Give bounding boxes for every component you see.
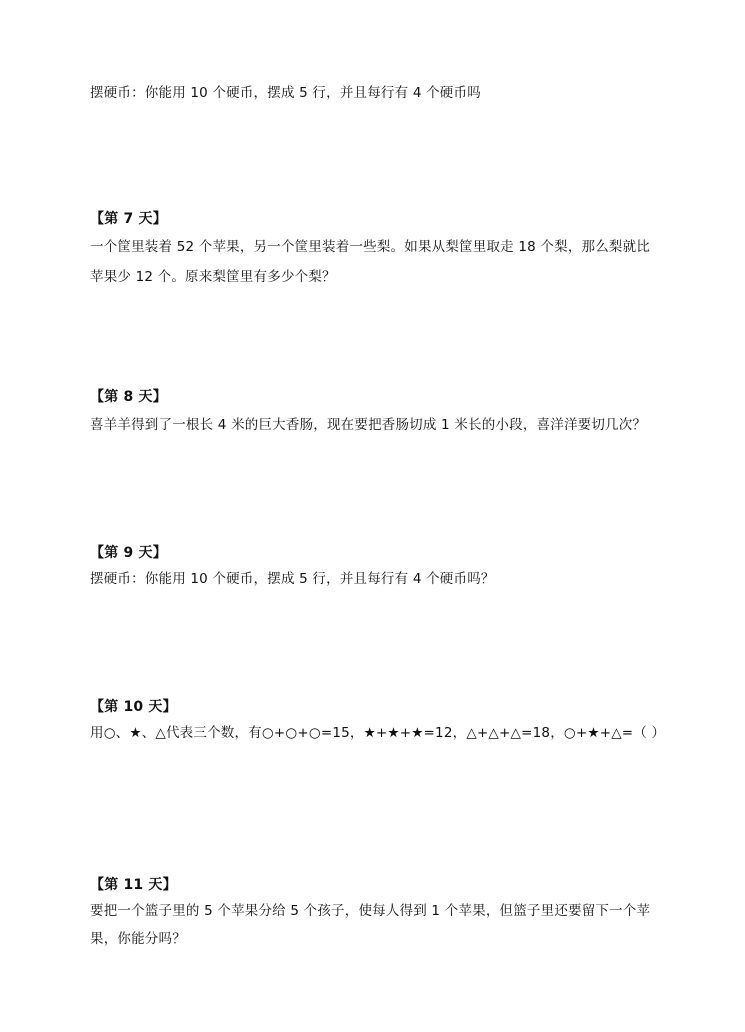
day-7-question-line-2: 苹果少 12 个。原来梨筐里有多少个梨？ [90,269,336,285]
intro-paragraph: 摆硬币：你能用 10 个硬币，摆成 5 行，并且每行有 4 个硬币吗 [90,85,481,101]
day-10-question-line-1: 用○、★、△代表三个数，有○+○+○=15，★+★+★=12，△+△+△=18，○+★+△=（ ） [90,725,666,741]
day-8-question-line-1: 喜羊羊得到了一根长 4 米的巨大香肠，现在要把香肠切成 1 米长的小段，喜洋洋要切几次？ [90,417,647,433]
day-7-heading: 【第 7 天】 [90,211,167,227]
day-11-heading: 【第 11 天】 [90,877,177,893]
day-8-heading: 【第 8 天】 [90,389,167,405]
day-11-question-line-2: 果，你能分吗？ [90,931,186,947]
day-10-heading: 【第 10 天】 [90,699,177,715]
day-9-heading: 【第 9 天】 [90,545,167,561]
day-7-question-line-1: 一个筐里装着 52 个苹果，另一个筐里装着一些梨。如果从梨筐里取走 18 个梨，那么梨就比 [90,239,651,255]
day-9-question-line-1: 摆硬币：你能用 10 个硬币，摆成 5 行，并且每行有 4 个硬币吗？ [90,571,495,587]
day-11-question-line-1: 要把一个篮子里的 5 个苹果分给 5 个孩子，使每人得到 1 个苹果，但篮子里还要留下一个苹 [90,903,651,919]
